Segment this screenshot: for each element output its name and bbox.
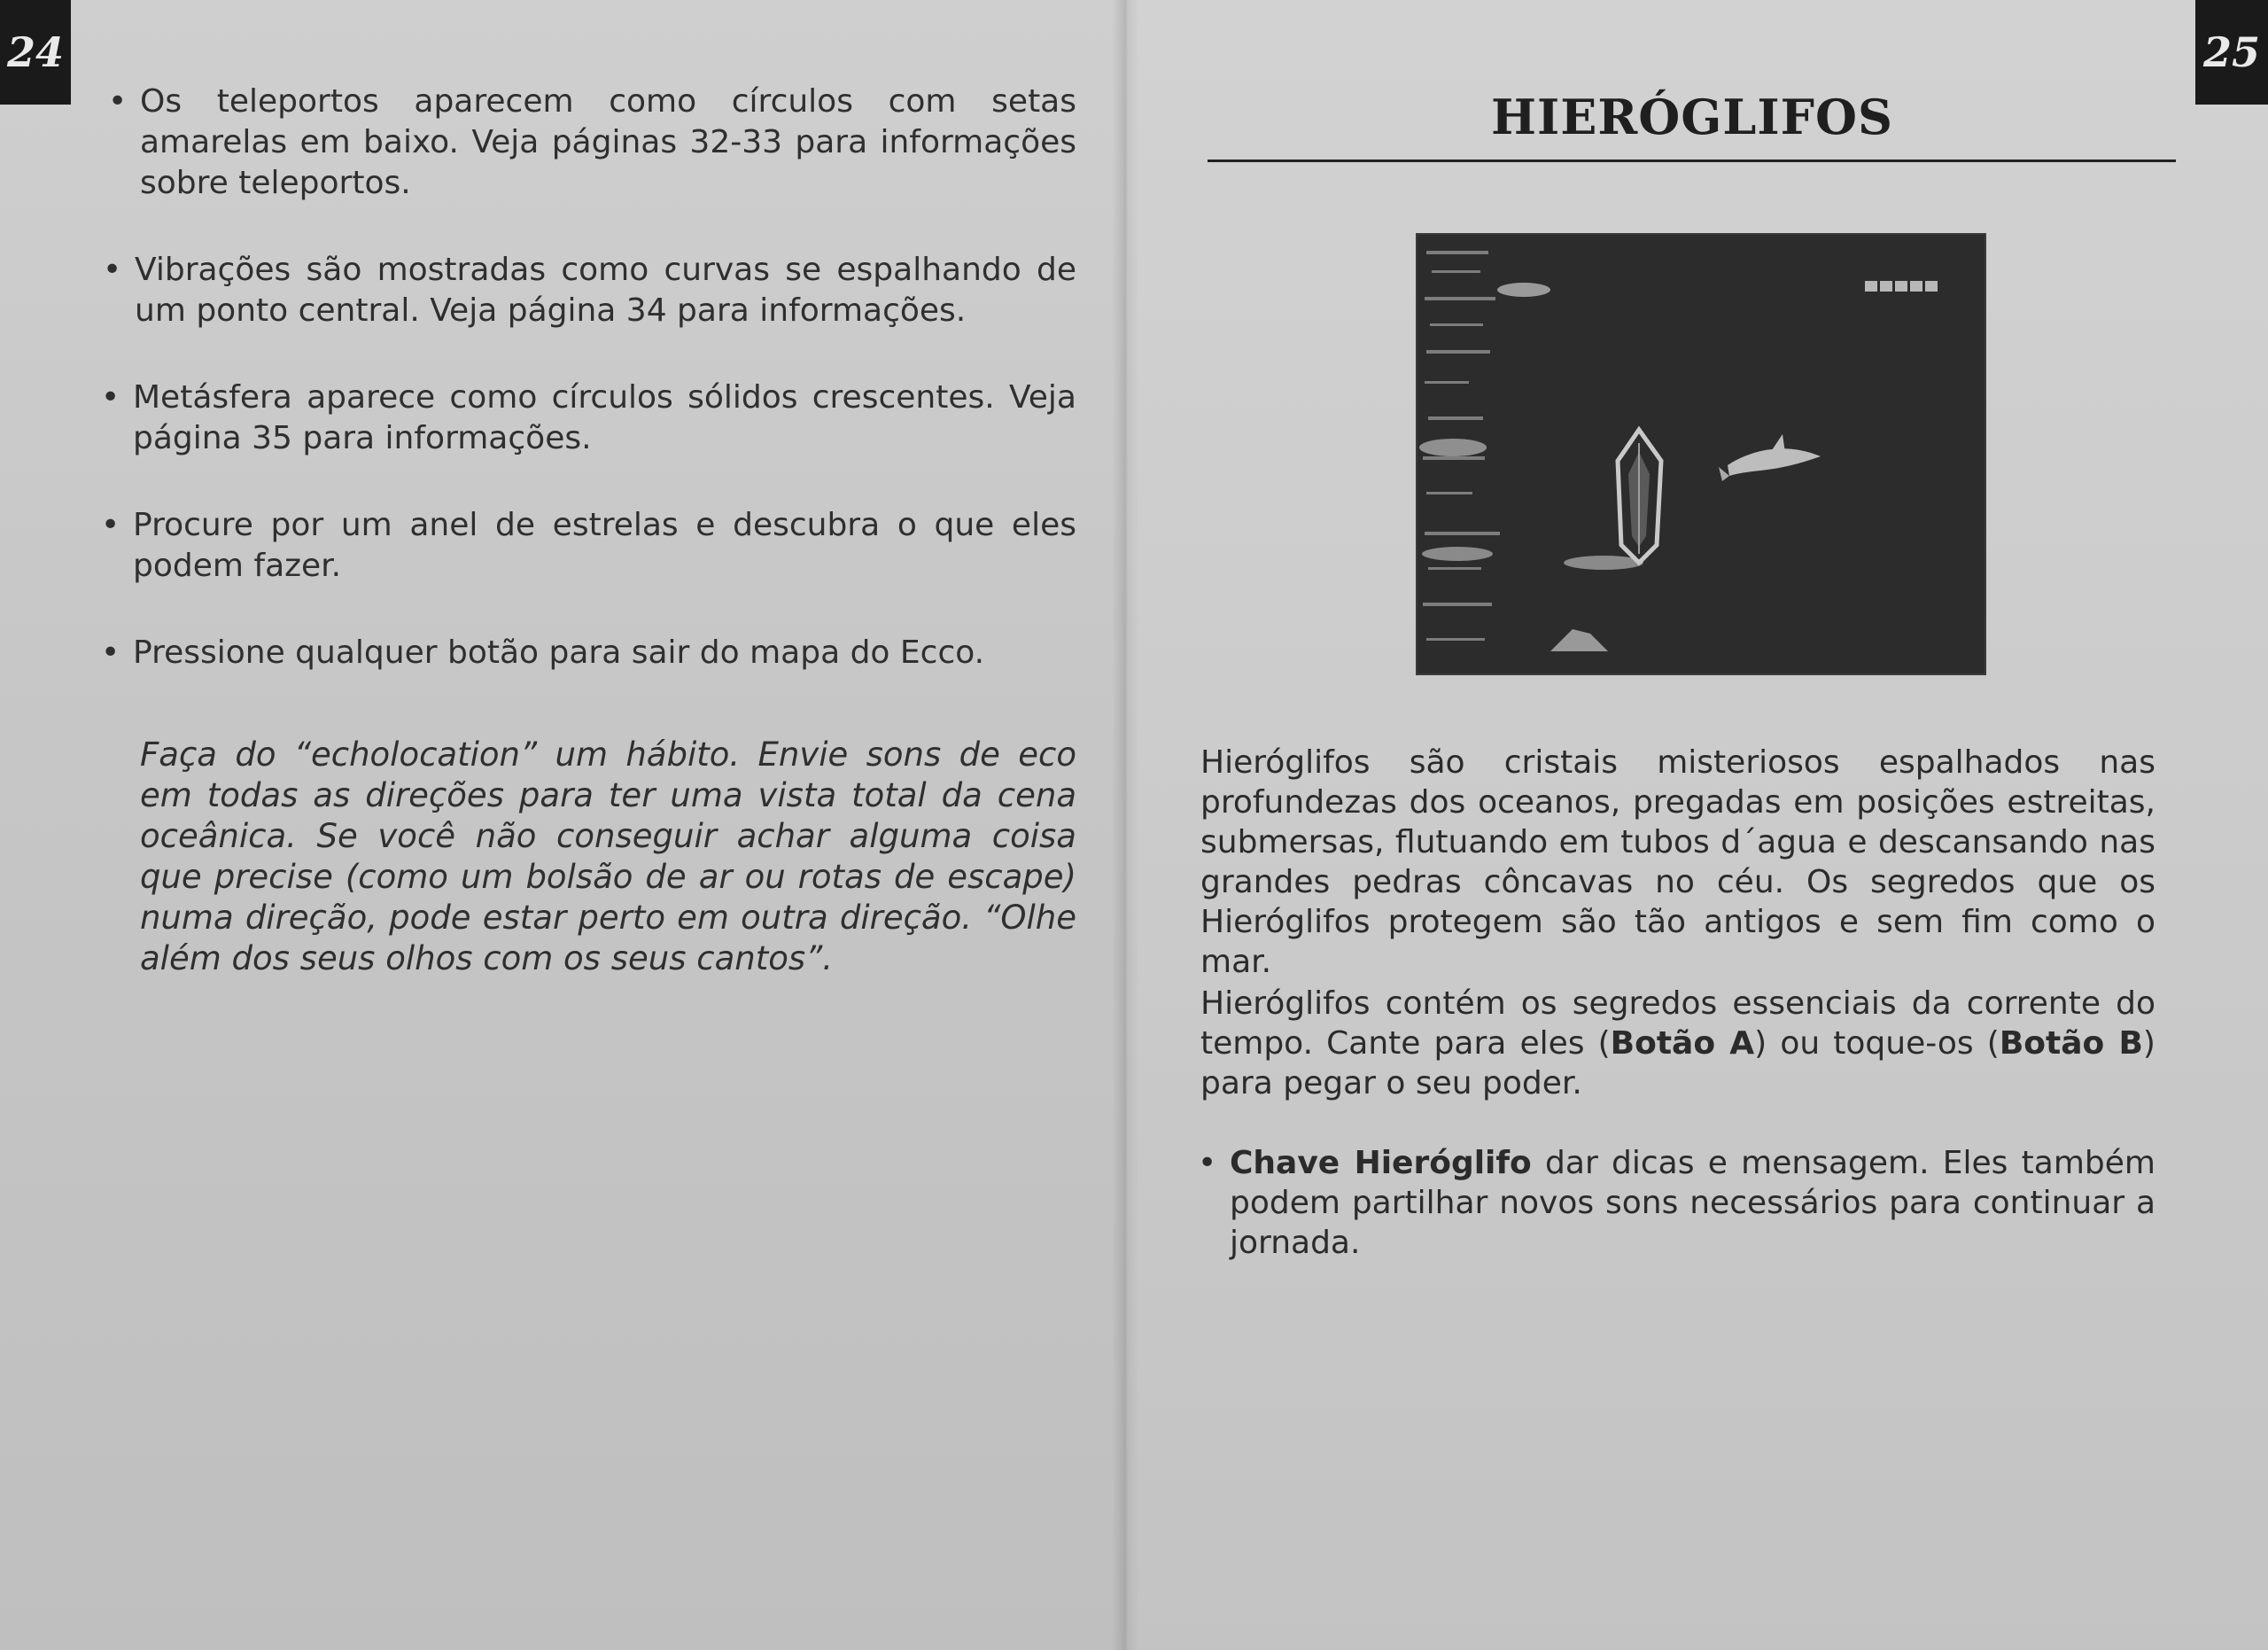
rock-top <box>1497 283 1550 297</box>
page-title: HIERÓGLIFOS <box>1490 89 1894 145</box>
page-number-tab <box>2195 0 2268 105</box>
rock-left <box>1419 439 1487 456</box>
key-glyph-bullet <box>1198 1143 2155 1263</box>
bullet-glyph: • <box>1198 1145 1217 1181</box>
list-item-text: Pressione qualquer botão para sair do mapa do Ecco. <box>133 634 985 671</box>
title-underline <box>1208 160 2176 162</box>
book-gutter <box>1112 0 1138 1650</box>
key-glyph-term: Chave Hieróglifo <box>1230 1145 1532 1181</box>
key-glyph-text: dar dicas e mensagem. Eles também podem partilhar novos sons necessários para continuar a jornada. <box>1230 1145 2155 1261</box>
game-scene-image <box>1418 235 1984 673</box>
buttons-paragraph <box>1200 984 2155 1103</box>
bullet-glyph: • <box>101 379 120 416</box>
list-item-text: Vibrações são mostradas como curvas se espalhando de um ponto central. Veja página 34 para informações. <box>135 252 1076 329</box>
paragraph-text: ) ou toque-os ( <box>1754 1025 2000 1062</box>
list-item <box>99 377 1076 459</box>
bullet-glyph: • <box>108 83 128 120</box>
paragraph-text: Hieróglifos contém os segredos essenciais da corrente do tempo. Cante para eles ( <box>1200 985 2155 1062</box>
button-b-label: Botão B <box>1999 1025 2143 1062</box>
rock-left-2 <box>1422 547 1493 561</box>
echolocation-tip: Faça do “echolocation” um hábito. Envie sons de eco em todas as direções para ter uma vista total da cena oceânica. Se você não conseguir achar alguma coisa que precise (como um bolsão de ar ou rotas de escape) numa direção, pode estar perto em outra direção. “Olhe além dos seus olhos com os seus cantos”. <box>140 735 1076 977</box>
intro-paragraph: Hieróglifos são cristais misteriosos espalhados nas profundezas dos oceanos, pregadas em posições estreitas, submersas, flutuando em tubos d´agua e descansando nas grandes pedras côncavas no céu. Os segredos que os Hieróglifos protegem são tão antigos e sem fim como o mar. <box>1200 744 2155 980</box>
game-screenshot <box>1418 235 1984 673</box>
page-number: 25 <box>2202 28 2260 76</box>
list-item-text: Metásfera aparece como círculos sólidos crescentes. Veja página 35 para informações. <box>133 379 1076 456</box>
list-item-text: Os teleportos aparecem como círculos com setas amarelas em baixo. Veja páginas 32-33 para informações sobre teleportos. <box>140 83 1076 201</box>
left-page <box>0 0 1125 1650</box>
list-item <box>99 633 1076 673</box>
list-item <box>101 250 1076 331</box>
bullet-glyph: • <box>101 634 120 671</box>
list-item <box>99 505 1076 587</box>
list-item-text: Procure por um anel de estrelas e descubra o que eles podem fazer. <box>133 507 1076 584</box>
bullet-list <box>101 82 1076 720</box>
list-item <box>106 82 1076 204</box>
bullet-glyph: • <box>101 507 120 543</box>
button-a-label: Botão A <box>1610 1025 1755 1062</box>
page-number-tab <box>0 0 71 105</box>
paragraph-text: ) para pegar o seu poder. <box>1200 1025 2155 1101</box>
bullet-glyph: • <box>103 252 122 288</box>
air-meter <box>1865 281 1938 292</box>
page-number: 24 <box>6 28 64 76</box>
